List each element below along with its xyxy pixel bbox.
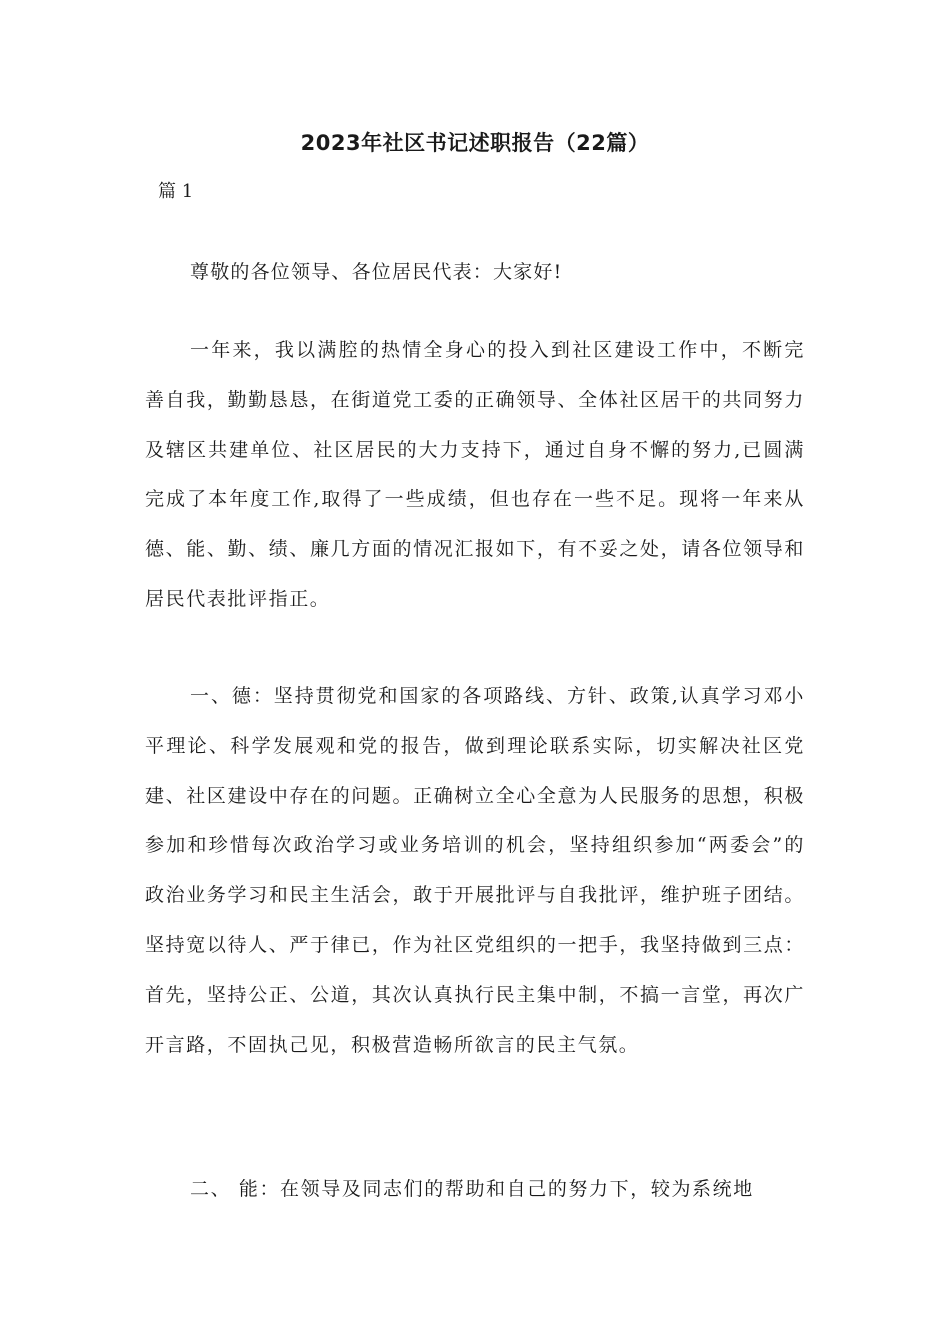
body-paragraph: 一年来，我以满腔的热情全身心的投入到社区建设工作中，不断完善自我，勤勤恳恳，在街道党工委的正确领导、全体社区居干的共同努力及辖区共建单位、社区居民的大力支持下，通过自身不懈的努力,已圆满完成了本年度工作,取得了一些成绩，但也存在一些不足。现将一年来从德、能、勤、绩、廉几方面的情况汇报如下，有不妥之处，请各位领导和居民代表批评指正。 — [145, 339, 805, 610]
body-paragraph: 二、 能：在领导及同志们的帮助和自己的努力下，较为系统地 — [190, 1178, 754, 1200]
greeting-paragraph: 尊敬的各位领导、各位居民代表：大家好! — [190, 261, 563, 283]
document-title: 2023年社区书记述职报告（22篇） — [300, 131, 650, 155]
body-paragraph: 一、德：坚持贯彻党和国家的各项路线、方针、政策,认真学习邓小平理论、科学发展观和党的报告，做到理论联系实际，切实解决社区党建、社区建设中存在的问题。正确树立全心全意为人民服务的思想，积极参加和珍惜每次政治学习或业务培训的机会，坚持组织参加“两委会”的政治业务学习和民主生活会，敢于开展批评与自我批评，维护班子团结。坚持宽以待人、严于律已，作为社区党组织的一把手，我坚持做到三点：首先，坚持公正、公道，其次认真执行民主集中制，不搞一言堂，再次广开言路，不固执己见，积极营造畅所欲言的民主气氛。 — [145, 685, 805, 1056]
section-label: 篇 1 — [158, 181, 194, 202]
